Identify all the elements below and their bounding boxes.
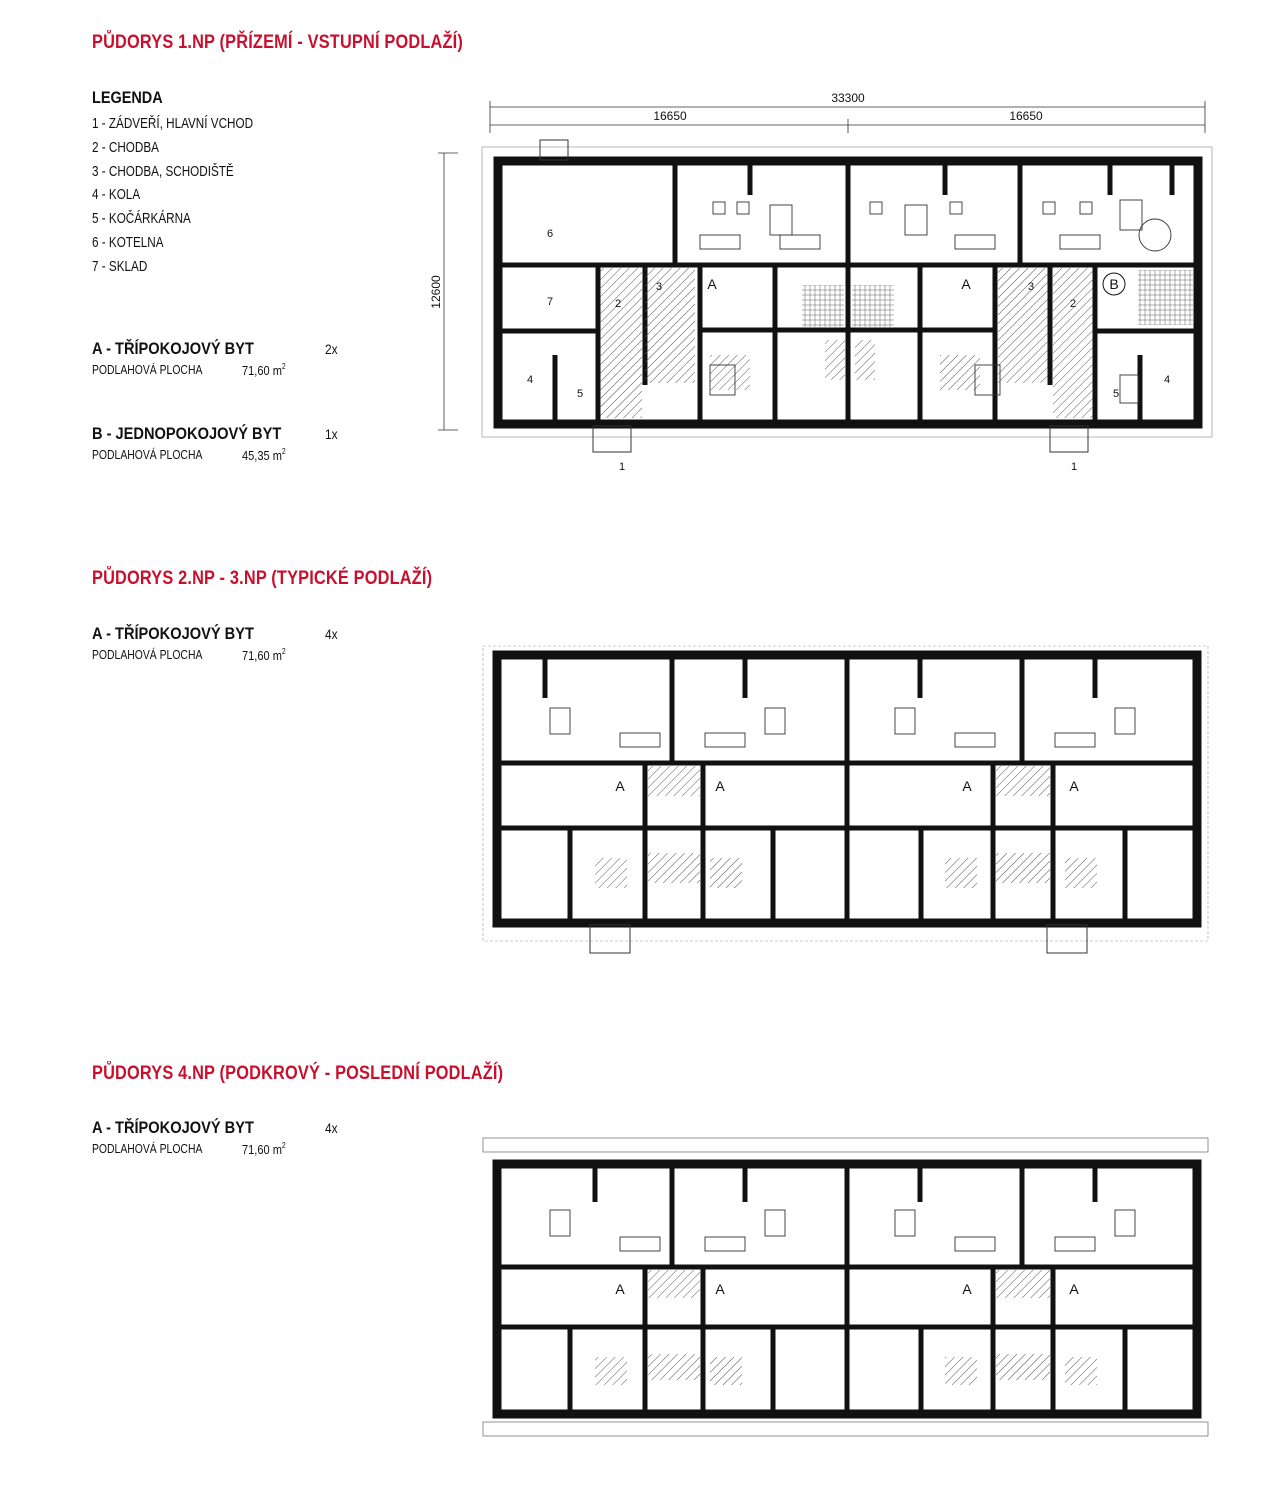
legend-item-4: 4 - KOLA <box>92 186 141 204</box>
legend-item-6: 6 - KOTELNA <box>92 233 164 251</box>
entrance-porches <box>590 925 1087 953</box>
apartment-count: 4x <box>325 1120 338 1136</box>
legend-item-2: 2 - CHODBA <box>92 138 159 156</box>
room-label-3: 3 <box>1027 281 1035 293</box>
apartment-a-summary <box>92 1118 352 1168</box>
apartment-label-a: A <box>962 1281 972 1297</box>
floor-area-value: 71,60 $m^2$ <box>242 1141 286 1157</box>
floor-area-label: PODLAHOVÁ PLOCHA <box>92 362 203 377</box>
apartment-a-summary <box>92 624 352 674</box>
room-label-1: 1 <box>618 461 626 473</box>
room-label-4: 4 <box>1163 374 1171 386</box>
stair-hatches <box>600 268 1193 418</box>
dim-half-right: 16650 <box>1009 109 1043 123</box>
apartment-label-b: B <box>1109 276 1119 292</box>
apartment-label-a: A <box>715 1281 725 1297</box>
dim-total: 33300 <box>831 91 865 105</box>
apartment-name: A - TŘÍPOKOJOVÝ BYT <box>92 624 254 643</box>
floor4-title: PŮDORYS 4.NP (PODKROVÝ - POSLEDNÍ PODLAŽÍ) <box>92 1063 504 1084</box>
apartment-label-a: A <box>1069 778 1079 794</box>
apartment-b-summary <box>92 424 352 474</box>
apartment-count: 1x <box>325 426 338 442</box>
room-label-5: 5 <box>1112 388 1120 400</box>
room-label-3: 3 <box>655 281 663 293</box>
apartment-count: 2x <box>325 341 338 357</box>
room-label-2: 2 <box>1069 298 1077 310</box>
room-label-1: 1 <box>1070 461 1078 473</box>
apartment-label-a: A <box>615 778 625 794</box>
floor2-plan <box>475 638 1215 958</box>
apartment-count: 4x <box>325 626 338 642</box>
legend-item-3: 3 - CHODBA, SCHODIŠTĚ <box>92 162 234 180</box>
apartment-label-a: A <box>1069 1281 1079 1297</box>
legend <box>92 88 298 279</box>
floor-area-value: 71,60 $m^2$ <box>242 647 286 663</box>
apartment-label-a: A <box>615 1281 625 1297</box>
apartment-label-a: A <box>707 276 717 292</box>
room-label-6: 6 <box>546 228 554 240</box>
legend-item-7: 7 - SKLAD <box>92 257 148 275</box>
apartment-name: A - TŘÍPOKOJOVÝ BYT <box>92 339 254 358</box>
apartment-label-a: A <box>961 276 971 292</box>
room-label-4: 4 <box>526 374 534 386</box>
dim-depth: 12600 <box>429 275 443 309</box>
room-label-2: 2 <box>614 298 622 310</box>
floor-area-label: PODLAHOVÁ PLOCHA <box>92 447 203 462</box>
legend-item-1: 1 - ZÁDVEŘÍ, HLAVNÍ VCHOD <box>92 115 254 132</box>
apartment-label-a: A <box>715 778 725 794</box>
apartment-label-a: A <box>962 778 972 794</box>
room-label-7: 7 <box>546 296 554 308</box>
floor-area-value: 45,35 $m^2$ <box>242 447 286 463</box>
floor2-title: PŮDORYS 2.NP - 3.NP (TYPICKÉ PODLAŽÍ) <box>92 568 433 589</box>
floor-area-value: 71,60 $m^2$ <box>242 362 286 378</box>
apartment-a-summary <box>92 339 352 389</box>
floor1-title: PŮDORYS 1.NP (PŘÍZEMÍ - VSTUPNÍ PODLAŽÍ) <box>92 32 463 53</box>
floor-area-label: PODLAHOVÁ PLOCHA <box>92 647 203 662</box>
furniture <box>550 1210 1135 1251</box>
furniture <box>700 200 1171 403</box>
floor-area-label: PODLAHOVÁ PLOCHA <box>92 1141 203 1156</box>
legend-heading: LEGENDA <box>92 88 163 107</box>
legend-item-5: 5 - KOČÁRKÁRNA <box>92 210 191 228</box>
apartment-name: B - JEDNOPOKOJOVÝ BYT <box>92 424 282 443</box>
floor4-plan <box>475 1132 1220 1452</box>
furniture <box>550 708 1135 747</box>
dim-half-left: 16650 <box>653 109 687 123</box>
room-label-5: 5 <box>576 388 584 400</box>
apartment-name: A - TŘÍPOKOJOVÝ BYT <box>92 1118 254 1137</box>
floor1-plan <box>430 85 1220 485</box>
